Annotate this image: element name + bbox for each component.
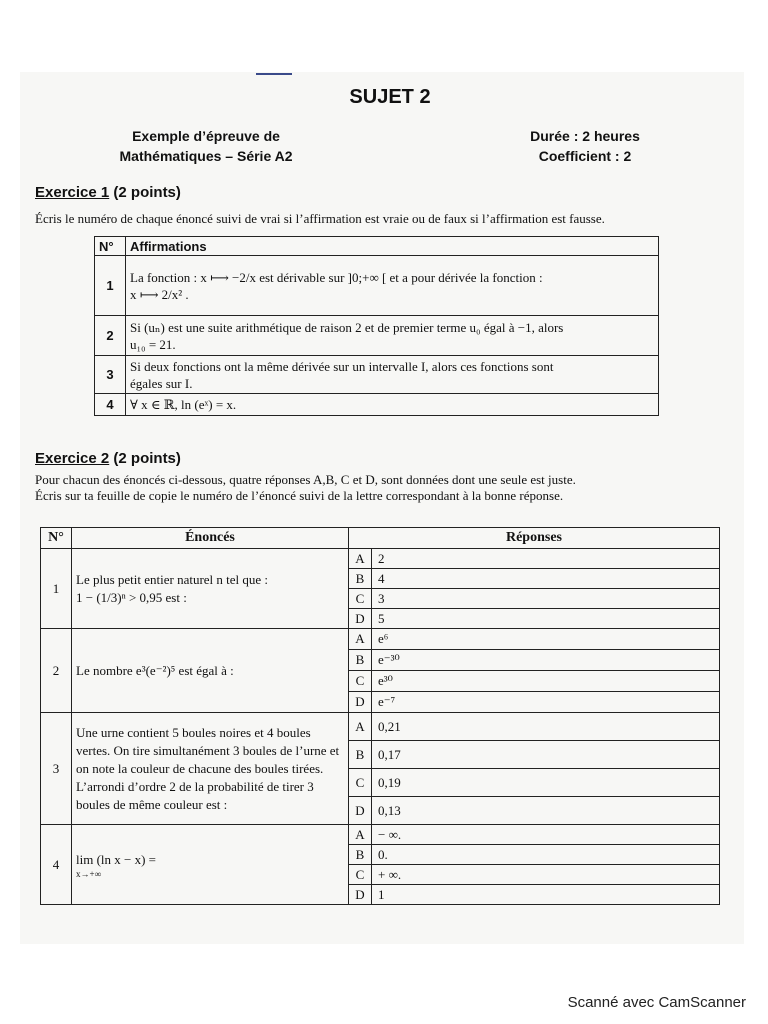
- question-statement: [72, 713, 349, 825]
- answer-value: e³⁰: [372, 671, 720, 692]
- affirmation-line: Si deux fonctions ont la même dérivée sur un intervalle I, alors ces fonctions sont: [130, 358, 554, 374]
- answer-value: 0,19: [372, 769, 720, 797]
- exercise2-table: [40, 527, 720, 905]
- col-reponses-header: Réponses: [349, 528, 720, 549]
- answer-letter: C: [349, 589, 372, 609]
- answer-letter: C: [349, 671, 372, 692]
- answer-letter: B: [349, 650, 372, 671]
- statement-line: Le nombre e³(e⁻²)⁵ est égal à :: [76, 662, 234, 678]
- answer-value: 3: [372, 589, 720, 609]
- answer-value: 2: [372, 549, 720, 569]
- page-title: SUJET 2: [349, 86, 431, 108]
- statement-line: Le plus petit entier naturel n tel que :: [76, 571, 269, 587]
- answer-value: − ∞.: [372, 825, 720, 845]
- exercise2-heading: [35, 450, 181, 467]
- scanner-watermark: Scanné avec CamScanner: [567, 994, 746, 1011]
- answer-letter: B: [349, 569, 372, 589]
- answer-value: 5: [372, 609, 720, 629]
- affirmation-line: La fonction : x ⟼ −2/x est dérivable sur ]0;+∞ [ et a pour dérivée la fonction :: [130, 269, 543, 285]
- table-row: [95, 256, 659, 316]
- exam-coefficient: Coefficient : 2: [538, 148, 632, 164]
- answer-letter: A: [349, 629, 372, 650]
- answer-letter: A: [349, 549, 372, 569]
- affirmation-line: u₁₀ = 21.: [130, 336, 176, 352]
- answer-value: e⁶: [372, 629, 720, 650]
- question-statement: [72, 549, 349, 629]
- answer-letter: C: [349, 769, 372, 797]
- table-row: [41, 713, 720, 741]
- question-number: 3: [41, 713, 72, 825]
- affirmation-cell: [126, 316, 659, 356]
- affirmation-line: égales sur I.: [130, 375, 193, 391]
- answer-letter: B: [349, 845, 372, 865]
- answer-letter: A: [349, 825, 372, 845]
- answer-letter: A: [349, 713, 372, 741]
- affirmation-line: Si (uₙ) est une suite arithmétique de raison 2 et de premier terme u₀ égal à −1, alors: [130, 319, 564, 335]
- question-statement: [72, 629, 349, 713]
- affirmation-cell: [126, 256, 659, 316]
- table-row: [95, 316, 659, 356]
- affirmation-cell: [126, 356, 659, 394]
- answer-value: 0,21: [372, 713, 720, 741]
- question-number: 4: [41, 825, 72, 905]
- answer-letter: D: [349, 797, 372, 825]
- table-row: [41, 549, 720, 569]
- col-enonces-header: Énoncés: [72, 528, 349, 549]
- answer-letter: D: [349, 885, 372, 905]
- col-affirmations-header: Affirmations: [126, 237, 659, 256]
- exercise2-points: (2 points): [113, 450, 181, 467]
- question-number: 1: [41, 549, 72, 629]
- table-row: [95, 356, 659, 394]
- exam-type: Exemple d’épreuve de: [132, 128, 280, 144]
- col-num-header: N°: [41, 528, 72, 549]
- exercise1-table: [94, 236, 659, 416]
- row-number: 4: [95, 394, 126, 416]
- answer-letter: C: [349, 865, 372, 885]
- answer-letter: D: [349, 692, 372, 713]
- table-header-row: [41, 528, 720, 549]
- answer-value: 0,13: [372, 797, 720, 825]
- exam-duration: Durée : 2 heures: [530, 128, 640, 144]
- exam-subject: Mathématiques – Série A2: [119, 148, 293, 164]
- answer-value: 0.: [372, 845, 720, 865]
- table-row: [41, 629, 720, 650]
- exam-header-right: [500, 126, 670, 166]
- question-statement: [72, 825, 349, 905]
- answer-letter: B: [349, 741, 372, 769]
- limit-subscript: x→+∞: [76, 868, 101, 879]
- exercise1-title: Exercice 1: [35, 184, 110, 201]
- statement-line: 1 − (1/3)ⁿ > 0,95 est :: [76, 589, 187, 605]
- statement-line: L’arrondi d’ordre 2 de la probabilité de tirer 3 boules de même couleur est :: [76, 778, 314, 812]
- statement-line: Une urne contient 5 boules noires et 4 boules vertes. On tire simultanément 3 boules de l’urne et on note la couleur de chacune des boules tirées.: [76, 724, 340, 776]
- affirmation-line: x ⟼ 2/x² .: [130, 286, 189, 302]
- col-num-header: N°: [95, 237, 126, 256]
- affirmation-line: ∀ x ∈ ℝ, ln (eˣ) = x.: [130, 397, 237, 412]
- scan-mark: [256, 73, 292, 75]
- row-number: 2: [95, 316, 126, 356]
- table-row: [95, 394, 659, 416]
- question-number: 2: [41, 629, 72, 713]
- exercise2-title: Exercice 2: [35, 450, 110, 467]
- answer-value: 4: [372, 569, 720, 589]
- row-number: 1: [95, 256, 126, 316]
- exam-header-left: [86, 126, 326, 166]
- instruction-line: Écris sur ta feuille de copie le numéro de l’énoncé suivi de la lettre correspondant à la bonne réponse.: [35, 488, 564, 503]
- answer-letter: D: [349, 609, 372, 629]
- exercise1-points: (2 points): [113, 184, 181, 201]
- answer-value: + ∞.: [372, 865, 720, 885]
- affirmation-cell: [126, 394, 659, 416]
- answer-value: 1: [372, 885, 720, 905]
- answer-value: 0,17: [372, 741, 720, 769]
- answer-value: e⁻⁷: [372, 692, 720, 713]
- exercise1-instruction: Écris le numéro de chaque énoncé suivi de vrai si l’affirmation est vraie ou de faux si l’affirmation est fausse.: [35, 211, 605, 226]
- exercise1-heading: [35, 184, 181, 201]
- instruction-line: Pour chacun des énoncés ci-dessous, quatre réponses A,B, C et D, sont données dont une seule est juste.: [35, 472, 576, 487]
- exercise2-instruction: [35, 472, 725, 504]
- statement-line: lim (ln x − x) =: [76, 851, 157, 867]
- row-number: 3: [95, 356, 126, 394]
- table-row: [41, 825, 720, 845]
- answer-value: e⁻³⁰: [372, 650, 720, 671]
- table-header-row: [95, 237, 659, 256]
